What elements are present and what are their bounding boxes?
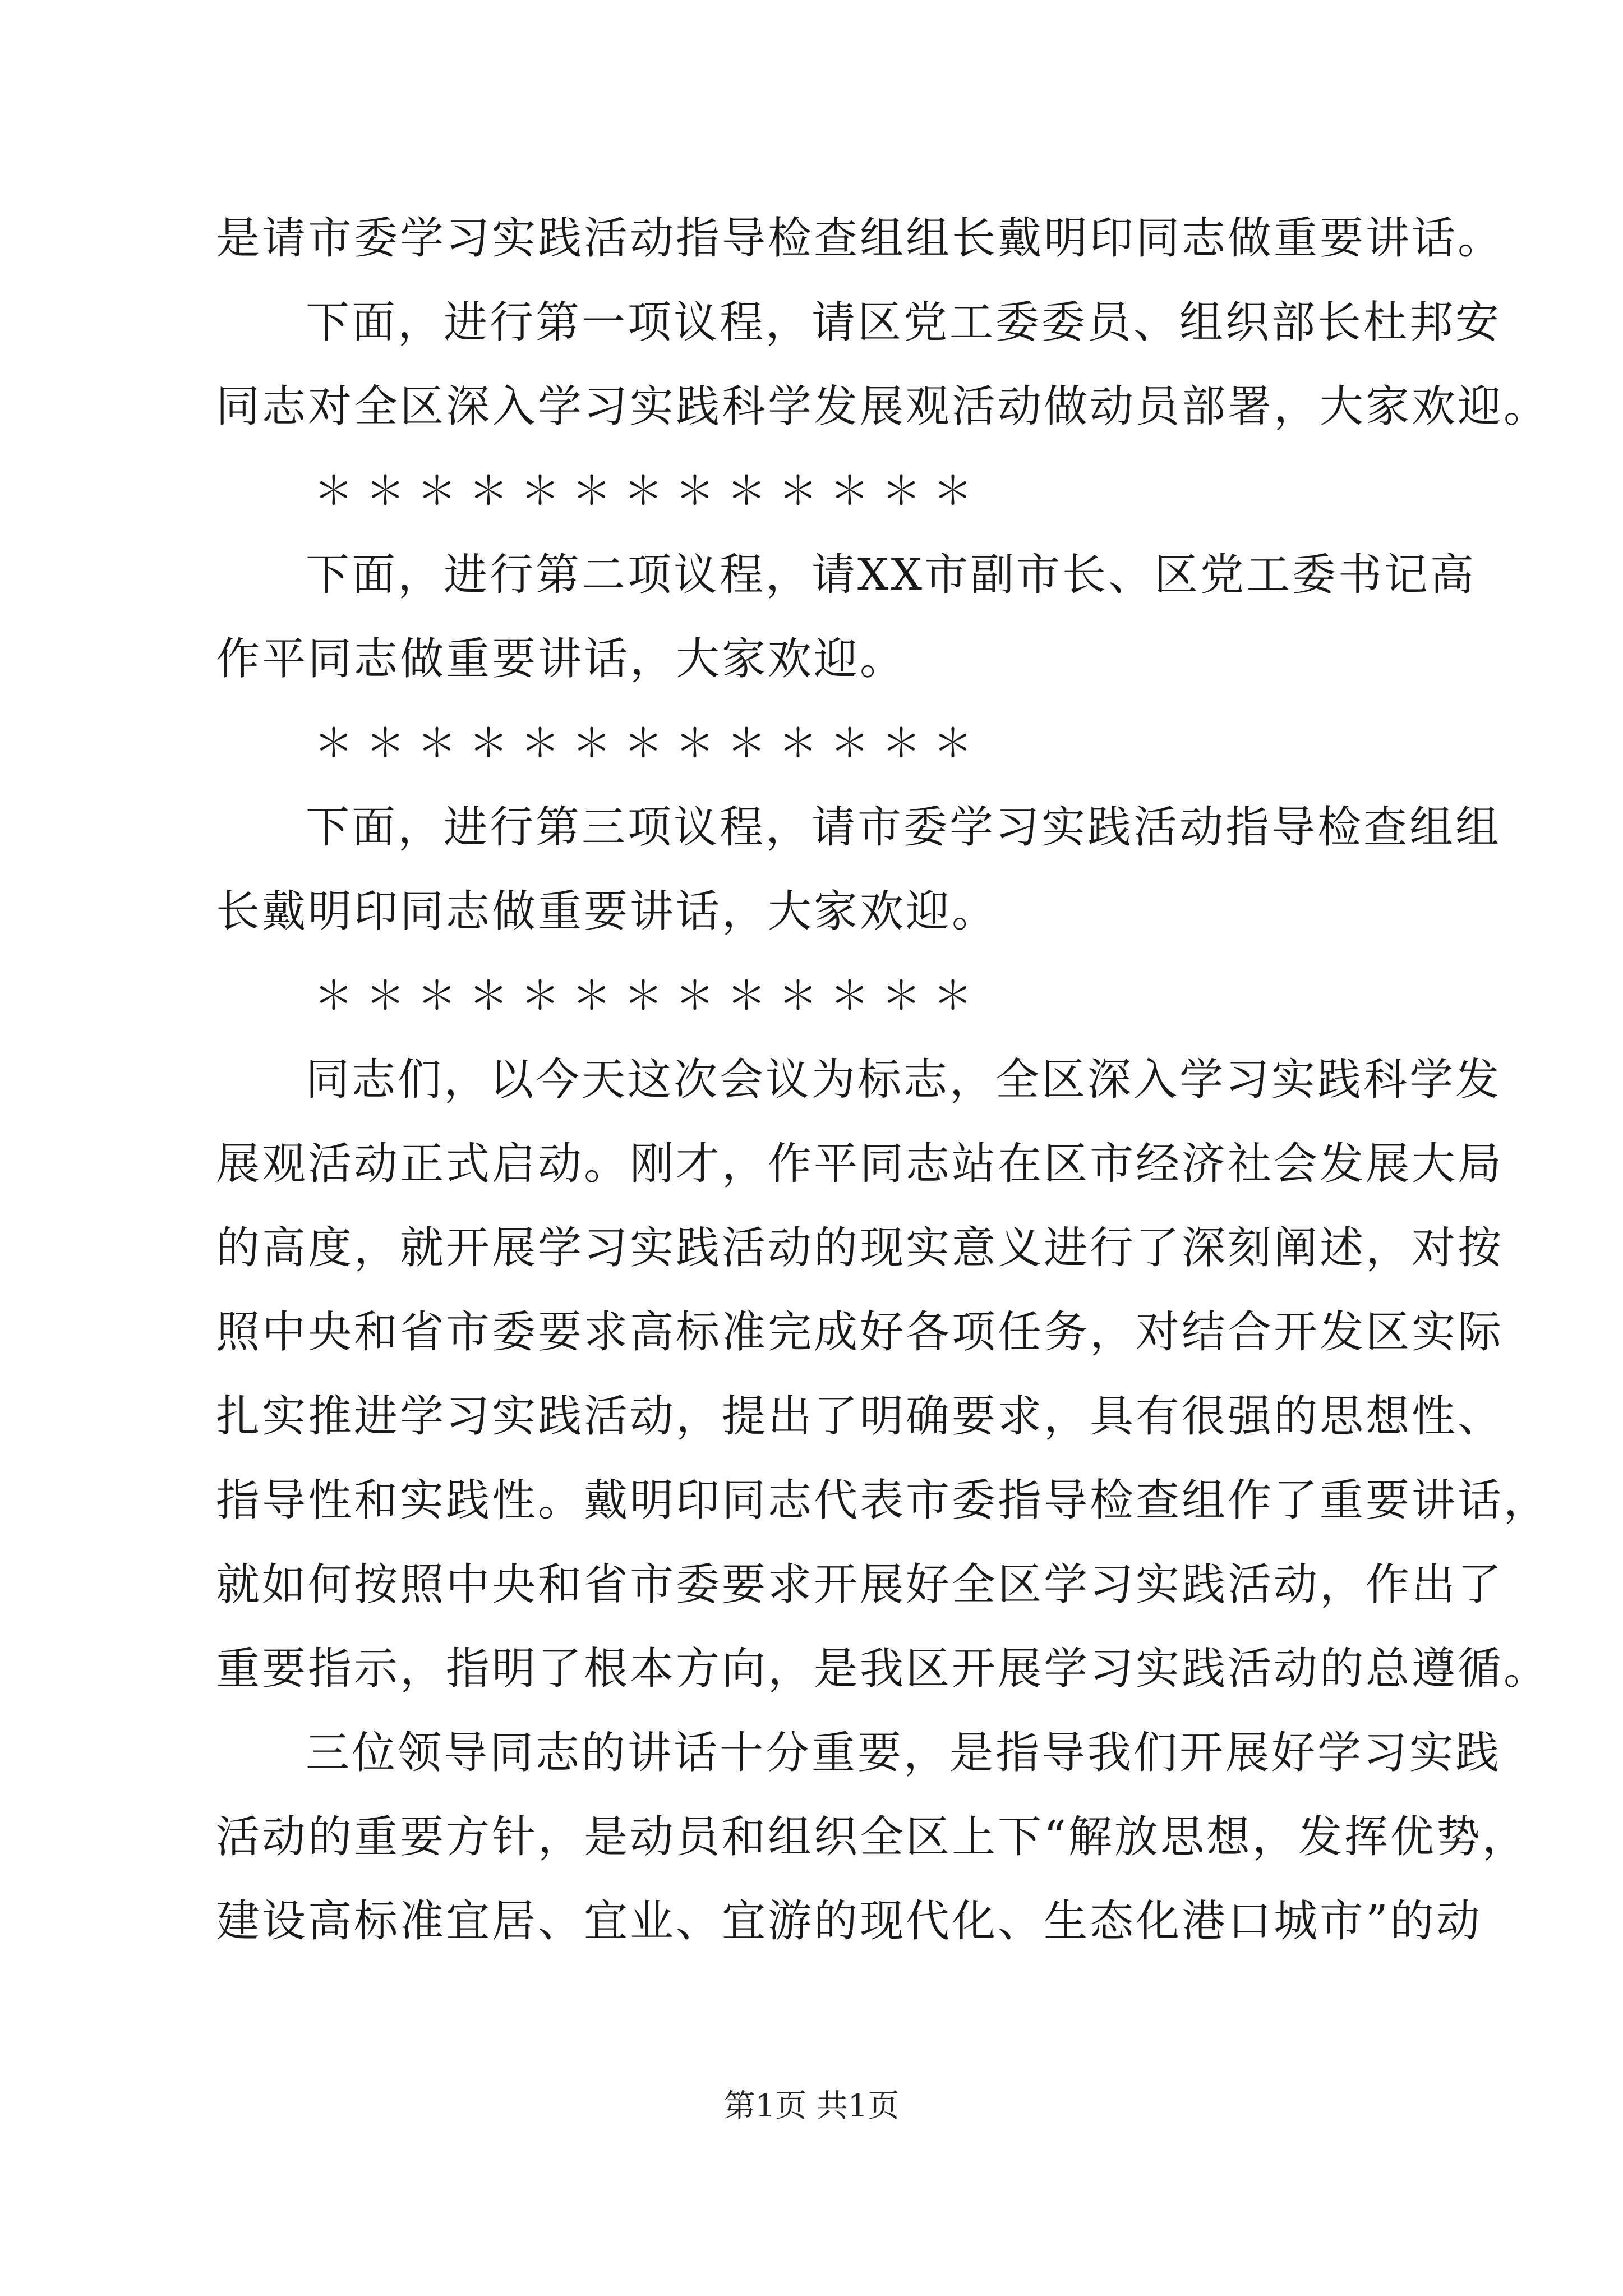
- text-line: 展观活动正式启动。刚才，作平同志站在区市经济社会发展大局: [216, 1139, 1504, 1189]
- text-line: 就如何按照中央和省市委要求开展好全区学习实践活动，作出了: [216, 1559, 1504, 1610]
- text-line: 同志们，以今天这次会议为标志，全区深入学习实践科学发: [306, 1055, 1502, 1105]
- text-line: 重要指示，指明了根本方向，是我区开展学习实践活动的总遵循。: [216, 1644, 1550, 1694]
- text-line: 照中央和省市委要求高标准完成好各项任务，对结合开发区实际: [216, 1307, 1504, 1358]
- text-line: 建设高标准宜居、宜业、宜游的现代化、生态化港口城市”的动: [216, 1896, 1482, 1947]
- text-line: 同志对全区深入学习实践科学发展观活动做动员部署，大家欢迎。: [216, 381, 1550, 432]
- text-line: 指导性和实践性。戴明印同志代表市委指导检查组作了重要讲话，: [216, 1475, 1550, 1526]
- text-line: 长戴明印同志做重要讲话，大家欢迎。: [216, 886, 998, 937]
- text-line: 活动的重要方针，是动员和组织全区上下“解放思想，发挥优势，: [216, 1812, 1528, 1862]
- text-line: 下面，进行第三项议程，请市委学习实践活动指导检查组组: [306, 802, 1502, 853]
- text-line: 三位领导同志的讲话十分重要，是指导我们开展好学习实践: [306, 1728, 1502, 1778]
- text-line: 下面，进行第一项议程，请区党工委委员、组织部长杜邦安: [306, 297, 1502, 348]
- text-line: 作平同志做重要讲话，大家欢迎。: [216, 634, 906, 684]
- text-line: 是请市委学习实践活动指导检查组组长戴明印同志做重要讲话。: [216, 213, 1504, 264]
- text-line: 下面，进行第二项议程，请XX市副市长、区党工委书记高: [306, 550, 1477, 600]
- separator-stars: ＊＊＊＊＊＊＊＊＊＊＊＊＊: [314, 468, 985, 514]
- separator-stars: ＊＊＊＊＊＊＊＊＊＊＊＊＊: [314, 720, 985, 766]
- page-footer: 第1页 共1页: [723, 2088, 900, 2124]
- separator-stars: ＊＊＊＊＊＊＊＊＊＊＊＊＊: [314, 973, 985, 1019]
- text-line: 的高度，就开展学习实践活动的现实意义进行了深刻阐述，对按: [216, 1223, 1504, 1273]
- text-line: 扎实推进学习实践活动，提出了明确要求，具有很强的思想性、: [216, 1391, 1504, 1442]
